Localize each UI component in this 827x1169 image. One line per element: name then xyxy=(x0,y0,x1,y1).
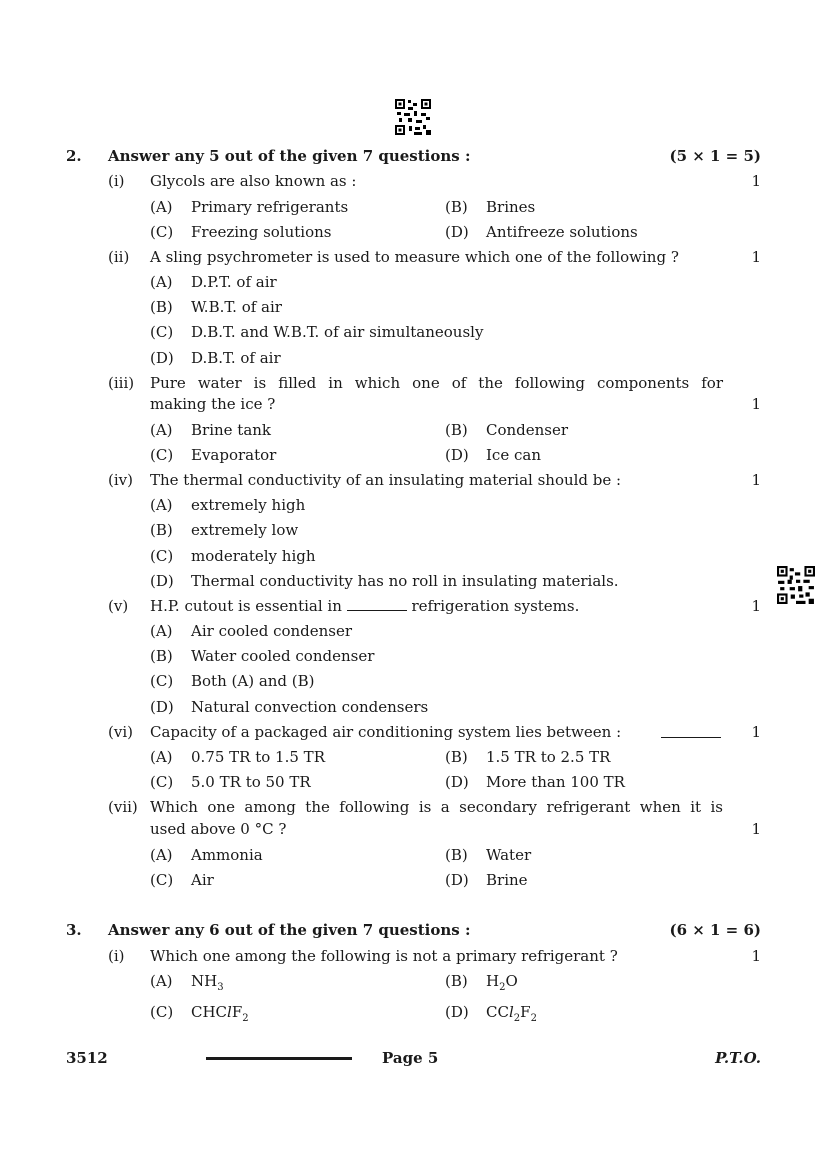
option-label: (B) xyxy=(150,647,173,665)
option-text: Brine tank xyxy=(191,421,272,439)
option-label: (C) xyxy=(150,323,174,341)
q2-v-mark: 1 xyxy=(751,597,761,615)
option-text: moderately high xyxy=(191,547,316,565)
formula-chclf2: CHClF$_2$ xyxy=(191,1003,249,1024)
q3-i-number: (i) xyxy=(108,947,125,965)
option-text: Water cooled condenser xyxy=(191,647,375,665)
option-label: (D) xyxy=(150,572,174,590)
option-text: 1.5 TR to 2.5 TR xyxy=(486,748,611,766)
formula-nh3: $NH_3$ xyxy=(191,972,224,993)
qr-code-side xyxy=(777,566,815,604)
q2-iv-text: The thermal conductivity of an insulating material should be : xyxy=(150,471,622,489)
fill-in-blank xyxy=(661,725,721,738)
fill-in-blank xyxy=(347,598,407,611)
option-text: Water xyxy=(486,846,532,864)
q2-vi-number: (vi) xyxy=(108,723,133,741)
option-label: (A) xyxy=(150,273,173,291)
footer-divider xyxy=(206,1057,352,1060)
option-label: (B) xyxy=(445,748,468,766)
option-text: Primary refrigerants xyxy=(191,198,349,216)
option-label: (A) xyxy=(150,421,173,439)
option-text: Brine xyxy=(486,871,528,889)
option-label: (C) xyxy=(150,223,174,241)
option-label: (D) xyxy=(445,223,469,241)
option-label: (C) xyxy=(150,871,174,889)
q2-v-text-after: refrigeration systems. xyxy=(411,597,580,615)
q2-ii-number: (ii) xyxy=(108,248,130,266)
q2-vi-text: Capacity of a packaged air conditioning system lies between : xyxy=(150,723,622,741)
option-label: (D) xyxy=(150,349,174,367)
q2-iii-mark: 1 xyxy=(751,395,761,413)
option-text: Natural convection condensers xyxy=(191,698,429,716)
option-text: Freezing solutions xyxy=(191,223,332,241)
q3-marks: (6 × 1 = 6) xyxy=(669,921,761,939)
footer-code: 3512 xyxy=(66,1049,108,1067)
option-label: (A) xyxy=(150,622,173,640)
q2-iv-number: (iv) xyxy=(108,471,133,489)
option-label: (C) xyxy=(150,446,174,464)
option-text: 0.75 TR to 1.5 TR xyxy=(191,748,325,766)
option-label: (B) xyxy=(445,198,468,216)
option-label: (B) xyxy=(150,298,173,316)
q2-v-number: (v) xyxy=(108,597,129,615)
option-label: (B) xyxy=(445,421,468,439)
q2-vii-text-line2: used above 0 °C ? xyxy=(150,820,287,838)
option-label: (B) xyxy=(150,521,173,539)
option-text: Thermal conductivity has no roll in insulating materials. xyxy=(191,572,619,590)
q2-iv-mark: 1 xyxy=(751,471,761,489)
q2-vi-mark: 1 xyxy=(751,723,761,741)
q2-v-text xyxy=(150,597,579,615)
q3-i-mark: 1 xyxy=(751,947,761,965)
option-label: (D) xyxy=(445,1003,469,1021)
option-label: (B) xyxy=(445,846,468,864)
qr-code-top xyxy=(395,99,431,135)
q2-iii-text-line2: making the ice ? xyxy=(150,395,276,413)
option-label: (D) xyxy=(445,773,469,791)
option-label: (C) xyxy=(150,672,174,690)
option-text: D.B.T. of air xyxy=(191,349,281,367)
footer-page-number: Page 5 xyxy=(382,1049,439,1067)
q2-number: 2. xyxy=(66,147,82,165)
option-text: D.B.T. and W.B.T. of air simultaneously xyxy=(191,323,484,341)
q3-i-text: Which one among the following is not a primary refrigerant ? xyxy=(150,947,618,965)
option-label: (C) xyxy=(150,773,174,791)
q2-i-number: (i) xyxy=(108,172,125,190)
footer-pto: P.T.O. xyxy=(715,1049,761,1067)
option-text: Air xyxy=(191,871,214,889)
q2-i-mark: 1 xyxy=(751,172,761,190)
option-text: extremely high xyxy=(191,496,306,514)
option-text: Antifreeze solutions xyxy=(486,223,638,241)
option-label: (D) xyxy=(445,871,469,889)
q2-v-text-before: H.P. cutout is essential in xyxy=(150,597,342,615)
option-text: Brines xyxy=(486,198,536,216)
option-label: (A) xyxy=(150,972,173,990)
option-label: (A) xyxy=(150,198,173,216)
option-label: (D) xyxy=(150,698,174,716)
q2-iii-number: (iii) xyxy=(108,374,135,392)
option-text: Evaporator xyxy=(191,446,277,464)
q3-number: 3. xyxy=(66,921,82,939)
option-label: (B) xyxy=(445,972,468,990)
option-text: Ice can xyxy=(486,446,541,464)
q2-i-text: Glycols are also known as : xyxy=(150,172,357,190)
q2-vii-number: (vii) xyxy=(108,798,138,816)
q2-vii-text-line1: Which one among the following is a secondary refrigerant when it is xyxy=(150,798,723,816)
q2-vii-mark: 1 xyxy=(751,820,761,838)
option-label: (C) xyxy=(150,1003,174,1021)
formula-ccl2f2: $CCl_2F_2$ xyxy=(486,1003,537,1024)
q2-ii-text: A sling psychrometer is used to measure which one of the following ? xyxy=(150,248,679,266)
q2-ii-mark: 1 xyxy=(751,248,761,266)
option-text: Air cooled condenser xyxy=(191,622,353,640)
option-text: Ammonia xyxy=(191,846,263,864)
option-text: More than 100 TR xyxy=(486,773,625,791)
option-text: extremely low xyxy=(191,521,299,539)
option-text: 5.0 TR to 50 TR xyxy=(191,773,311,791)
q2-marks: (5 × 1 = 5) xyxy=(669,147,761,165)
option-text: D.P.T. of air xyxy=(191,273,277,291)
option-text: Both (A) and (B) xyxy=(191,672,315,690)
option-label: (C) xyxy=(150,547,174,565)
option-text: Condenser xyxy=(486,421,569,439)
option-text: W.B.T. of air xyxy=(191,298,282,316)
option-label: (A) xyxy=(150,846,173,864)
formula-h2o: $H_2O$ xyxy=(486,972,518,993)
option-label: (A) xyxy=(150,496,173,514)
q3-title: Answer any 6 out of the given 7 questions : xyxy=(108,921,471,939)
option-label: (A) xyxy=(150,748,173,766)
q2-title: Answer any 5 out of the given 7 questions : xyxy=(108,147,471,165)
q2-iii-text-line1: Pure water is filled in which one of the following components for xyxy=(150,374,723,392)
option-label: (D) xyxy=(445,446,469,464)
